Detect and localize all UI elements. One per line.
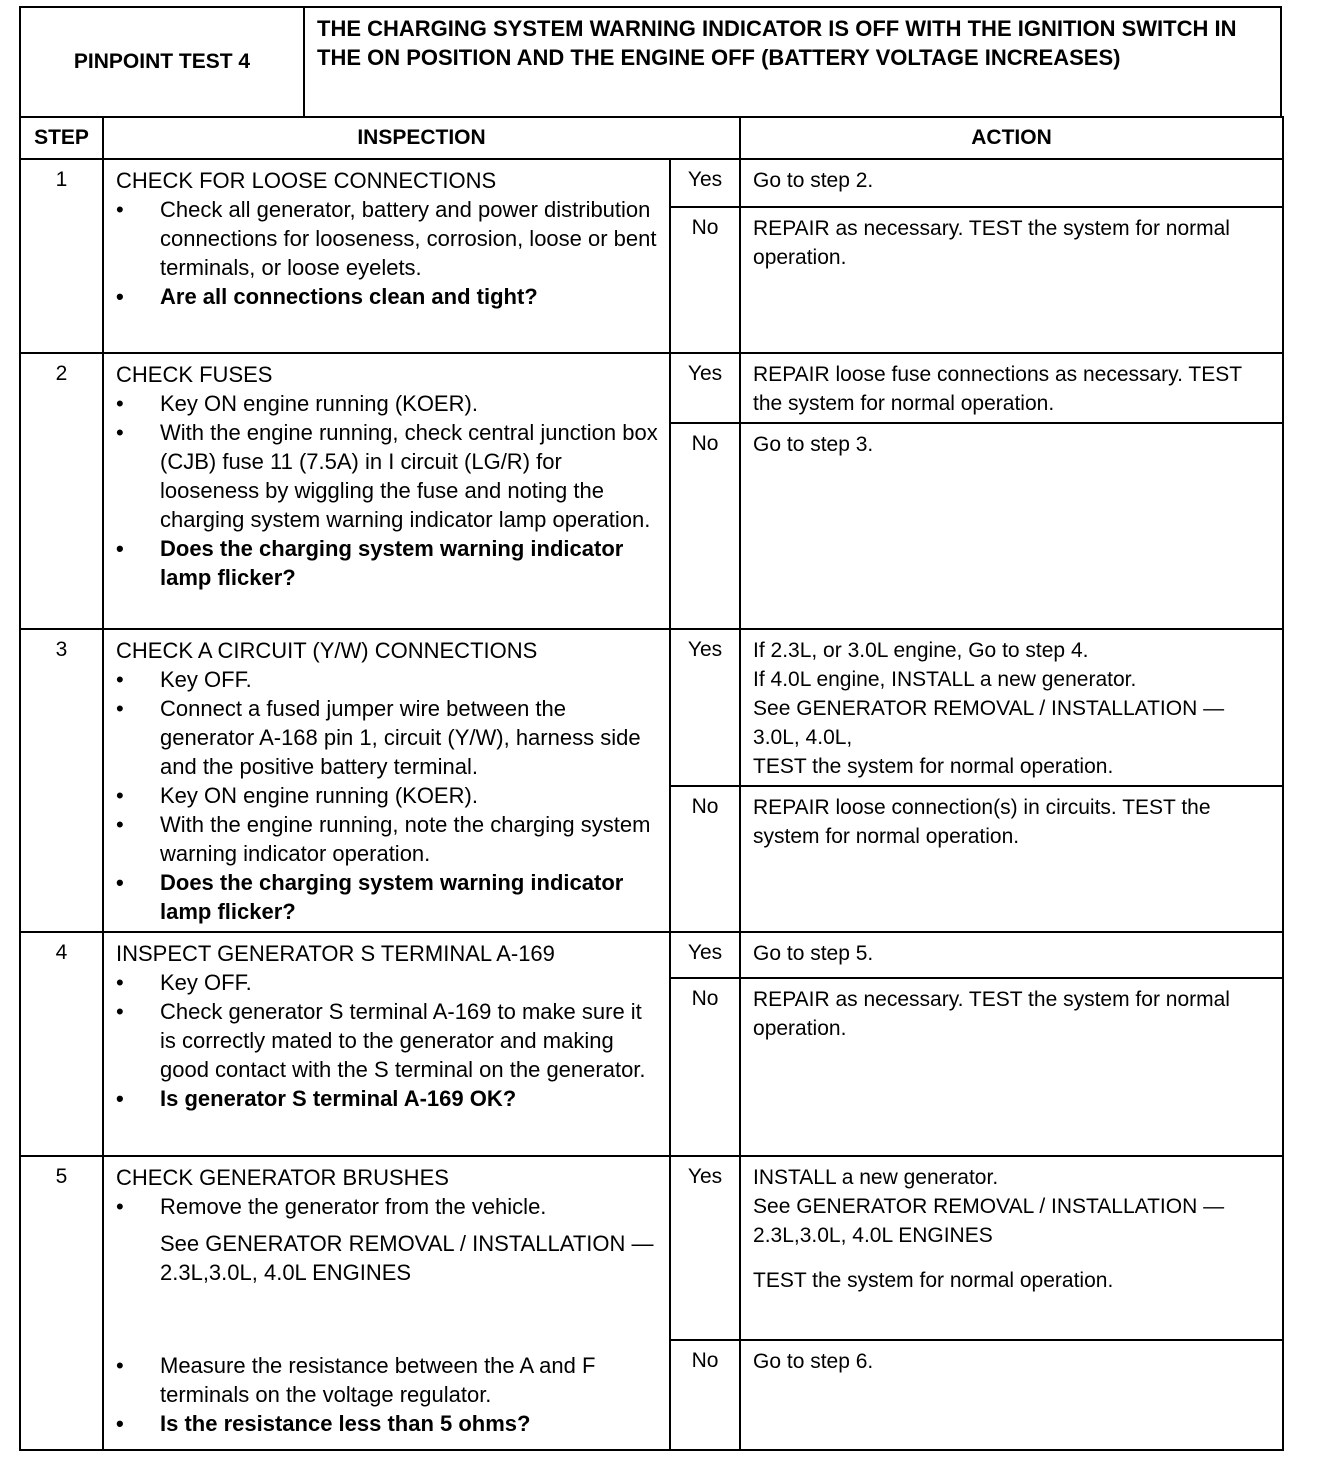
action-line: See GENERATOR REMOVAL / INSTALLATION — 3.0L, 4.0L, xyxy=(753,697,1225,749)
step-number: 1 xyxy=(20,159,103,353)
yes-action xyxy=(740,353,1283,423)
no-label: No xyxy=(670,978,740,1156)
action-line: If 4.0L engine, INSTALL a new generator. xyxy=(753,668,1137,691)
action-line: REPAIR as necessary. TEST the system for normal operation. xyxy=(753,217,1230,269)
step-heading: INSPECT GENERATOR S TERMINAL A-169 xyxy=(116,941,555,966)
test-title: THE CHARGING SYSTEM WARNING INDICATOR IS OFF WITH THE IGNITION SWITCH IN THE ON POSITION AND THE ENGINE OFF (BATTERY VOLTAGE INCREASES) xyxy=(304,7,1281,117)
bullet-item: • Key ON engine running (KOER). xyxy=(116,389,661,418)
step-inspection xyxy=(103,629,670,932)
yes-label: Yes xyxy=(670,159,740,207)
col-step-header: STEP xyxy=(20,117,103,159)
bullet-item: • Remove the generator from the vehicle. xyxy=(116,1192,661,1221)
reference-note: See GENERATOR REMOVAL / INSTALLATION — 2.3L,3.0L, 4.0L ENGINES xyxy=(160,1231,654,1285)
yes-label: Yes xyxy=(670,629,740,786)
col-action-header: ACTION xyxy=(740,117,1283,159)
action-line: Go to step 3. xyxy=(753,433,874,456)
step-row xyxy=(20,1156,1283,1340)
yes-label: Yes xyxy=(670,353,740,423)
yes-action xyxy=(740,159,1283,207)
bullet-item: • With the engine running, check central junction box (CJB) fuse 11 (7.5A) in I circuit (LG/R) for looseness by wiggling the fuse and noting the charging system warning indicator lamp operation. xyxy=(116,418,661,534)
action-line: REPAIR as necessary. TEST the system for normal operation. xyxy=(753,988,1230,1040)
action-line: See GENERATOR REMOVAL / INSTALLATION — 2.3L,3.0L, 4.0L ENGINES xyxy=(753,1195,1225,1247)
test-label: PINPOINT TEST 4 xyxy=(20,7,304,117)
step-heading: CHECK GENERATOR BRUSHES xyxy=(116,1165,449,1190)
step-number: 4 xyxy=(20,932,103,1156)
bullet-item: • Measure the resistance between the A and F terminals on the voltage regulator. xyxy=(116,1351,661,1409)
action-line: REPAIR loose connection(s) in circuits. TEST the system for normal operation. xyxy=(753,796,1211,848)
bullet-question: • Is the resistance less than 5 ohms? xyxy=(116,1409,661,1438)
step-row xyxy=(20,159,1283,207)
step-number: 2 xyxy=(20,353,103,629)
yes-action xyxy=(740,629,1283,786)
step-number: 3 xyxy=(20,629,103,932)
bullet-question: • Are all connections clean and tight? xyxy=(116,282,661,311)
bullet-item: • Key OFF. xyxy=(116,665,661,694)
bullet-item: • Check generator S terminal A-169 to make sure it is correctly mated to the generator and making good contact with the S terminal on the generator. xyxy=(116,997,661,1084)
bullet-item: • Connect a fused jumper wire between the generator A-168 pin 1, circuit (Y/W), harness side and the positive battery terminal. xyxy=(116,694,661,781)
action-line: Go to step 6. xyxy=(753,1350,874,1373)
bullet-item: • With the engine running, note the charging system warning indicator operation. xyxy=(116,810,661,868)
action-line: If 2.3L, or 3.0L engine, Go to step 4. xyxy=(753,639,1089,662)
pinpoint-test-sheet xyxy=(19,6,1282,1451)
step-row xyxy=(20,932,1283,978)
no-label: No xyxy=(670,207,740,353)
no-action xyxy=(740,207,1283,353)
no-action xyxy=(740,423,1283,629)
action-line: REPAIR loose fuse connections as necessary. TEST the system for normal operation. xyxy=(753,363,1242,415)
yes-label: Yes xyxy=(670,1156,740,1340)
no-action xyxy=(740,1340,1283,1450)
action-line: Go to step 2. xyxy=(753,169,874,192)
yes-action xyxy=(740,932,1283,978)
step-row xyxy=(20,353,1283,423)
step-heading: CHECK A CIRCUIT (Y/W) CONNECTIONS xyxy=(116,638,538,663)
step-inspection xyxy=(103,932,670,1156)
step-number: 5 xyxy=(20,1156,103,1450)
step-heading: CHECK FOR LOOSE CONNECTIONS xyxy=(116,168,497,193)
inspection-table xyxy=(19,116,1284,1451)
step-inspection xyxy=(103,159,670,353)
yes-label: Yes xyxy=(670,932,740,978)
no-label: No xyxy=(670,1340,740,1450)
bullet-item: • Key OFF. xyxy=(116,968,661,997)
col-inspection-header: INSPECTION xyxy=(103,117,740,159)
yes-action xyxy=(740,1156,1283,1340)
step-inspection xyxy=(103,353,670,629)
column-headers xyxy=(20,117,1283,159)
bullet-question: • Does the charging system warning indicator lamp flicker? xyxy=(116,868,661,926)
bullet-question: • Is generator S terminal A-169 OK? xyxy=(116,1084,661,1113)
bullet-question: • Does the charging system warning indicator lamp flicker? xyxy=(116,534,661,592)
no-label: No xyxy=(670,423,740,629)
step-row xyxy=(20,629,1283,786)
action-line: Go to step 5. xyxy=(753,942,874,965)
action-line: TEST the system for normal operation. xyxy=(753,755,1114,778)
step-heading: CHECK FUSES xyxy=(116,362,273,387)
header-table xyxy=(19,6,1282,118)
action-line: TEST the system for normal operation. xyxy=(753,1269,1114,1292)
action-line: INSTALL a new generator. xyxy=(753,1166,999,1189)
step-inspection xyxy=(103,1156,670,1450)
bullet-item: • Check all generator, battery and power distribution connections for looseness, corrosion, loose or bent terminals, or loose eyelets. xyxy=(116,195,661,282)
no-action xyxy=(740,978,1283,1156)
no-label: No xyxy=(670,786,740,932)
bullet-item: • Key ON engine running (KOER). xyxy=(116,781,661,810)
no-action xyxy=(740,786,1283,932)
